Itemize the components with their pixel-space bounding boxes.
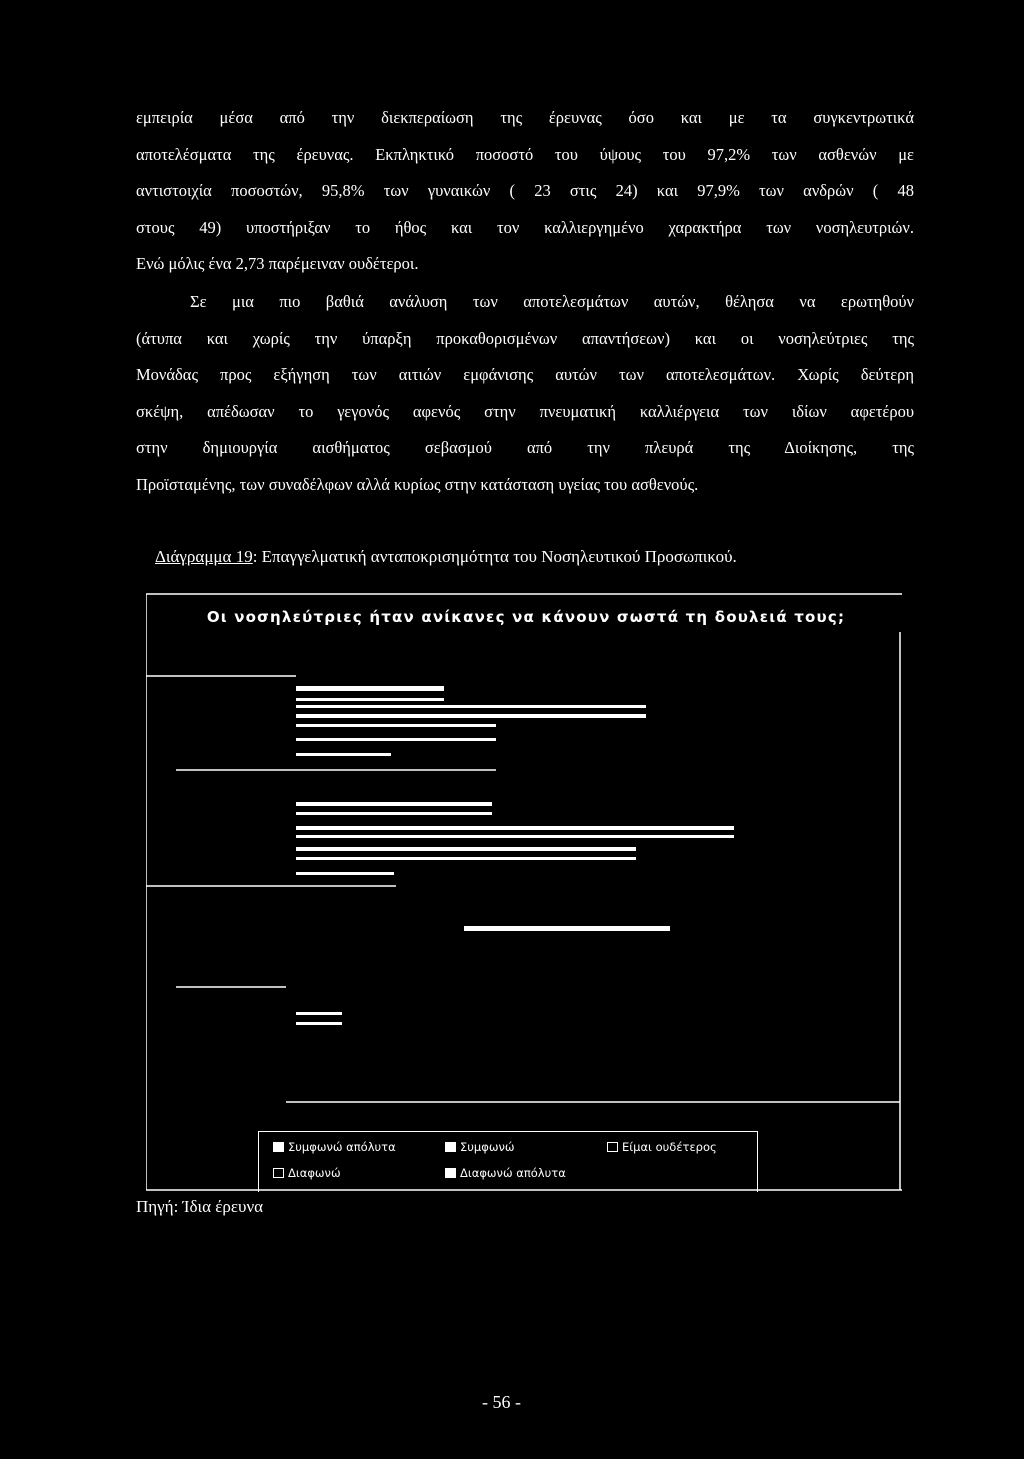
legend-label: Διαφωνώ <box>288 1166 341 1180</box>
paragraph-1 <box>136 100 914 283</box>
chart-frame <box>146 592 902 1192</box>
paragraph-2 <box>136 284 914 503</box>
bar-mark <box>296 802 492 806</box>
chart-border <box>146 594 902 1190</box>
bar-mark <box>296 812 492 815</box>
legend-item <box>273 1140 396 1154</box>
legend-label: Είμαι ουδέτερος <box>622 1140 717 1154</box>
text-line: Ενώ μόλις ένα 2,73 παρέμειναν ουδέτεροι. <box>136 254 419 273</box>
bar-mark <box>296 835 734 838</box>
bar-mark <box>296 738 496 741</box>
legend-item <box>273 1166 341 1180</box>
bar-mark <box>296 724 496 727</box>
legend-swatch-icon <box>273 1142 284 1152</box>
chart-title: Οι νοσηλεύτριες ήταν ανίκανες να κάνουν σωστά τη δουλειά τους; <box>206 608 846 626</box>
text-line: Προϊσταμένης, των συναδέλφων αλλά κυρίως στην κατάσταση υγείας του ασθενούς. <box>136 474 699 494</box>
text-line: (άτυπα και χωρίς την ύπαρξη προκαθορισμένων απαντήσεων) και οι νοσηλεύτριες της <box>136 328 914 348</box>
text-line: στους 49) υποστήριξαν το ήθος και τον καλλιεργημένο χαρακτήρα των νοσηλευτριών. <box>136 217 914 237</box>
text-line: αντιστοιχία ποσοστών, 95,8% των γυναικών ( 23 στις 24) και 97,9% των ανδρών ( 48 <box>136 181 914 200</box>
figure-label: Διάγραμμα 19 <box>155 547 253 566</box>
figure-caption <box>155 547 737 567</box>
text-line: εμπειρία μέσα από την διεκπεραίωση της έρευνας όσο και με τα συγκεντρωτικά <box>136 108 914 127</box>
bar-mark <box>296 857 636 860</box>
bar-mark <box>296 698 444 701</box>
legend-item <box>445 1140 515 1154</box>
bar-chart <box>146 592 902 1192</box>
bar-mark <box>296 872 394 875</box>
bar-mark <box>296 847 636 851</box>
text-line: Σε μια πιο βαθιά ανάλυση των αποτελεσμάτων αυτών, θέλησα να ερωτηθούν <box>190 292 914 311</box>
bar-mark <box>296 705 646 708</box>
legend-item <box>607 1140 717 1154</box>
bar-mark <box>296 1022 342 1025</box>
legend-label: Συμφωνώ <box>460 1140 515 1154</box>
bar-mark <box>296 714 646 718</box>
text-line: σκέψη, απέδωσαν το γεγονός αφενός στην πνευματική καλλιέργεια των ιδίων αφετέρου <box>136 401 914 421</box>
bar-mark <box>464 926 670 931</box>
legend-swatch-icon <box>607 1142 618 1152</box>
legend-label: Διαφωνώ απόλυτα <box>460 1166 566 1180</box>
chart-gridlines <box>146 676 900 1102</box>
bar-mark <box>296 1012 342 1015</box>
chart-bars <box>296 686 734 1025</box>
text-line: στην δημιουργία αισθήματος σεβασμού από την πλευρά της Διοίκησης, της <box>136 438 914 457</box>
page-number: - 56 - <box>482 1392 521 1412</box>
source-note: Πηγή: Ίδια έρευνα <box>136 1197 264 1216</box>
legend-item <box>445 1166 566 1180</box>
chart-legend <box>258 1131 758 1192</box>
legend-swatch-icon <box>273 1168 284 1178</box>
figure-caption-text: : Επαγγελματική ανταποκρισημότητα του Νοσηλευτικού Προσωπικού. <box>252 547 737 566</box>
bar-mark <box>296 686 444 691</box>
legend-label: Συμφωνώ απόλυτα <box>288 1140 396 1154</box>
bar-mark <box>296 753 391 756</box>
text-line: Μονάδας προς εξήγηση των αιτιών εμφάνισης αυτών των αποτελεσμάτων. Χωρίς δεύτερη <box>136 365 914 384</box>
bar-mark <box>296 826 734 830</box>
text-line: αποτελέσματα της έρευνας. Εκπληκτικό ποσοστό του ύψους του 97,2% των ασθενών με <box>136 144 914 164</box>
legend-swatch-icon <box>445 1168 456 1178</box>
legend-swatch-icon <box>445 1142 456 1152</box>
